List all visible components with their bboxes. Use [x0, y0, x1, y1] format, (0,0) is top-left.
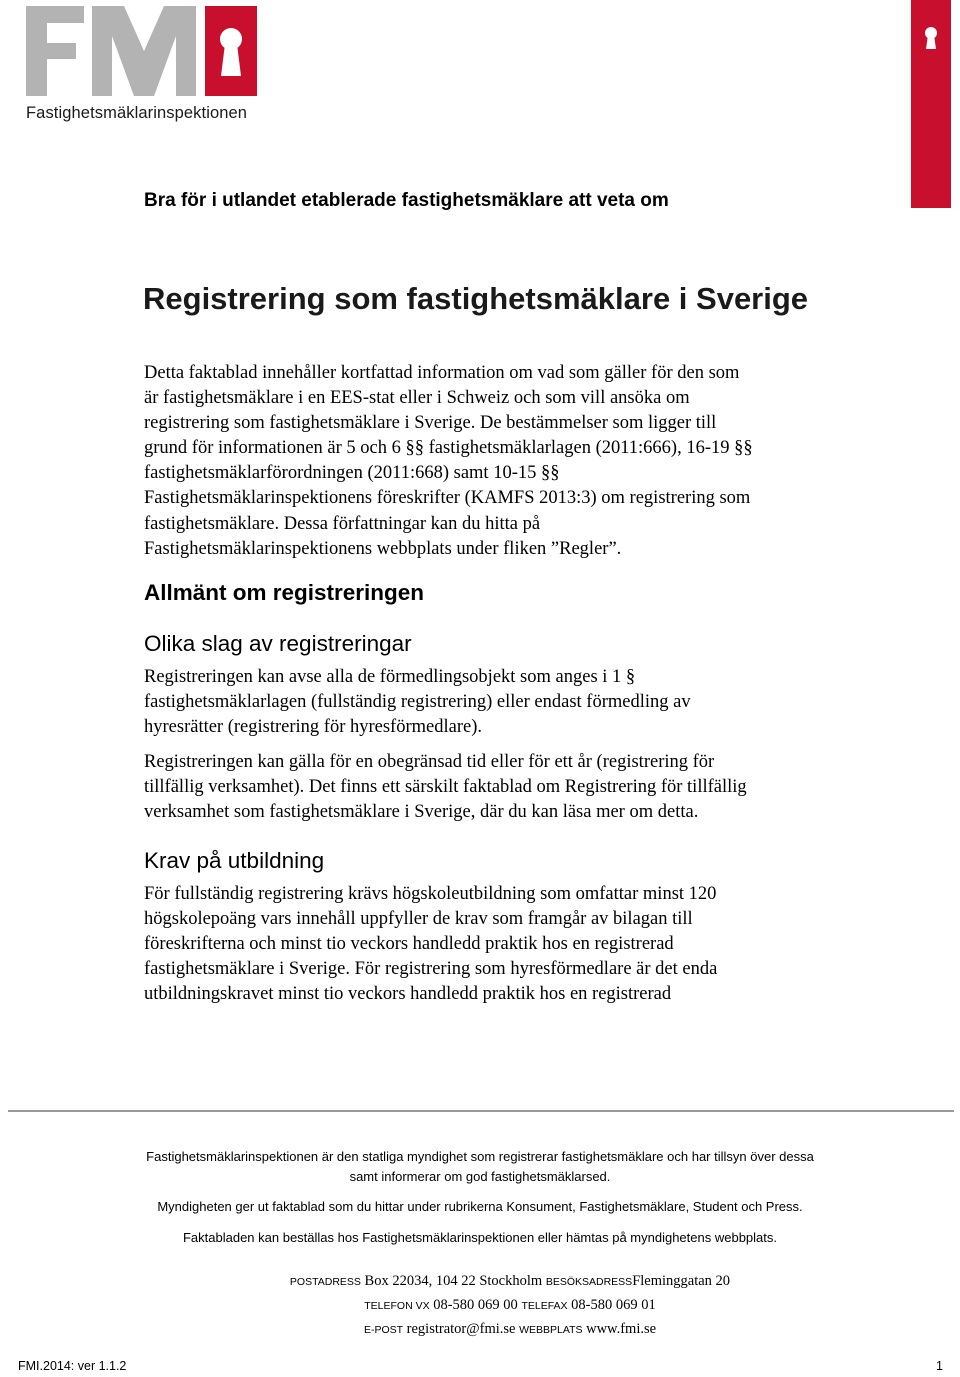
footer-contact-line	[0, 1321, 960, 1338]
text-line: fastighetsmäklare. Dessa författningar kan du hitta på	[144, 513, 541, 534]
fax-label: TELEFAX	[521, 1300, 568, 1312]
text-line: är fastighetsmäklare i en EES-stat eller i Schweiz och som vill ansöka om	[144, 388, 690, 409]
registration-types-paragraph	[144, 665, 889, 740]
web-label: WEBBPLATS	[519, 1324, 583, 1336]
footer-phone-line	[0, 1297, 960, 1314]
footer-about-line: samt informerar om god fastighetsmäklarsed.	[349, 1169, 611, 1184]
logo-wordmark: Fastighetsmäklarinspektionen	[26, 104, 248, 122]
document-version: FMI.2014: ver 1.1.2	[18, 1359, 127, 1373]
text-line: hyresrätter (registrering för hyresförmedlare).	[144, 717, 482, 738]
text-line: fastighetsmäklarlagen (fullständig registrering) eller endast förmedling av	[144, 692, 691, 713]
text-line: För fullständig registrering krävs högskoleutbildning som omfattar minst 120	[144, 884, 717, 904]
footer-about-line: Fastighetsmäklarinspektionen är den statliga myndighet som registrerar fastighetsmäklare och har tillsyn över dessa	[146, 1149, 814, 1164]
keyhole-icon	[920, 26, 942, 50]
registration-duration-paragraph	[144, 750, 889, 825]
fax-value: 08-580 069 01	[571, 1297, 656, 1313]
text-line: högskolepoäng vars innehåll uppfyller de krav som framgår av bilagan till	[144, 909, 693, 930]
text-line: registrering som fastighetsmäklare i Sverige. De bestämmelser som ligger till	[144, 413, 717, 434]
footer-order: Faktabladen kan beställas hos Fastighetsmäklarinspektionen eller hämtas på myndighetens webbplats.	[182, 1230, 777, 1245]
website-link[interactable]: www.fmi.se	[586, 1321, 657, 1337]
subsection-heading: Olika slag av registreringar	[144, 631, 412, 656]
text-line: utbildningskravet minst tio veckors handledd praktik hos en registrerad	[144, 984, 672, 1005]
footer-divider	[8, 1110, 954, 1112]
postal-value: Box 22034, 104 22 Stockholm	[364, 1273, 543, 1289]
text-line: Detta faktablad innehåller kortfattad information om vad som gäller för den som	[144, 363, 740, 383]
text-line: verksamhet som fastighetsmäklare i Sverige, där du kan läsa mer om detta.	[144, 802, 699, 823]
visit-value: Fleminggatan 20	[632, 1273, 731, 1289]
brand-tab	[911, 0, 951, 208]
text-line: fastighetsmäklare i Sverige. För registrering som hyresförmedlare är det enda	[144, 959, 718, 980]
text-line: Fastighetsmäklarinspektionens föreskrifter (KAMFS 2013:3) om registrering som	[144, 488, 751, 509]
footer-about	[0, 1147, 960, 1187]
text-line: Fastighetsmäklarinspektionens webbplats under fliken ”Regler”.	[144, 538, 622, 559]
postal-label: POSTADRESS	[289, 1276, 361, 1288]
page-number: 1	[936, 1359, 943, 1373]
text-line: tillfällig verksamhet). Det finns ett särskilt faktablad om Registrering för tillfällig	[144, 777, 747, 798]
phone-label: TELEFON VX	[364, 1300, 430, 1312]
text-line: föreskrifterna och minst tio veckors handledd praktik hos en registrerad	[144, 934, 674, 955]
text-line: fastighetsmäklarförordningen (2011:668) samt 10-15 §§	[144, 463, 560, 484]
section-heading: Allmänt om registreringen	[144, 580, 425, 605]
email-link[interactable]: registrator@fmi.se	[406, 1321, 516, 1337]
phone-value: 08-580 069 00	[433, 1297, 518, 1313]
footer-address-line	[0, 1273, 960, 1290]
text-line: grund för informationen är 5 och 6 §§ fastighetsmäklarlagen (2011:666), 16-19 §§	[144, 438, 753, 459]
text-line: Registreringen kan avse alla de förmedlingsobjekt som anges i 1 §	[144, 667, 636, 687]
subsection-heading: Krav på utbildning	[144, 848, 325, 873]
education-requirements-paragraph	[144, 882, 889, 1007]
email-label: E-POST	[363, 1324, 404, 1336]
kicker-heading: Bra för i utlandet etablerade fastighetsmäklare att veta om	[144, 190, 669, 211]
visit-label: BESÖKSADRESS	[545, 1276, 633, 1288]
page-title: Registrering som fastighetsmäklare i Sverige	[143, 281, 809, 316]
text-line: Registreringen kan gälla för en obegränsad tid eller för ett år (registrering för	[144, 752, 715, 772]
footer-rubrics: Myndigheten ger ut faktablad som du hittar under rubrikerna Konsument, Fastighetsmäklare, Student och Press.	[157, 1199, 803, 1214]
intro-paragraph	[144, 361, 889, 562]
